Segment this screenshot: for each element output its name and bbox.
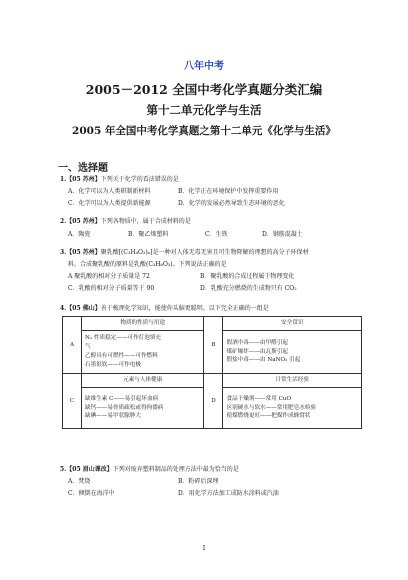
option-c-content (82, 388, 204, 429)
option-b-heading: 安全常识 (223, 317, 362, 331)
question-1-option-a: A．化学可以为人类研制新材料 (68, 188, 151, 195)
question-3-text-2: 料。合成聚乳酸的原料是乳酸(C₃H₆O₃)。下列说法正确的是 (68, 261, 227, 268)
option-b-letter: B (204, 317, 223, 374)
question-1-option-d: D．化学的发展必然导致生态环境的恶化 (178, 200, 285, 207)
question-3-option-d: D．乳酸充分燃烧的生成物只有 CO₂ (200, 285, 297, 292)
unit-title: 第十二单元化学与生活 (146, 103, 262, 117)
page-number: 1 (202, 545, 206, 552)
question-5-option-a: A．焚烧 (68, 478, 91, 485)
option-d-content (223, 388, 362, 429)
question-3-tag: 3.【05 苏州】 (60, 249, 101, 256)
question-2-stem (60, 218, 191, 226)
option-d-letter: D (204, 374, 223, 429)
option-b-line: 假盐中毒——由 NaNO₂ 引起 (226, 357, 301, 364)
question-2-option-b: B．聚乙烯塑料 (128, 231, 169, 238)
option-b-line: 煤矿爆炸——由瓦斯引起 (226, 348, 289, 355)
question-4-tag: 4.【05 佛山】 (60, 305, 101, 312)
option-c-line: 缺钙——易骨质疏松或得佝偻病 (85, 404, 164, 411)
question-3-option-c: C．乳酸的相对分子质量等于 90 (68, 285, 155, 292)
question-1-text: 下列关于化学的看法错误的是 (100, 176, 179, 183)
option-c-letter: C (63, 374, 82, 429)
question-2-option-a: A．陶瓷 (68, 231, 91, 238)
option-a-line: 气 (85, 344, 91, 351)
question-3-option-b: B．聚乳酸的合成过程属于物理变化 (200, 273, 295, 280)
option-d-line: 区别硬水与软水——常用肥皂水检验 (226, 404, 316, 411)
question-1-option-b: B．化学正在环境保护中发挥重要作用 (178, 188, 279, 195)
question-4-stem (60, 305, 269, 313)
question-5-tag: 5.【05 眉山课改】 (60, 466, 113, 473)
option-d-line: 食品干燥剂——常用 CuO (226, 395, 292, 402)
option-d-line: 使煤燃烧更旺——把煤作成蜂窝状 (226, 413, 311, 420)
question-4-text: 善于梳理化学知识，能使你头脑更聪明。以下完全正确的一组是 (100, 305, 269, 312)
question-1-option-c: C．化学可以为人类提供新能源 (68, 200, 151, 207)
option-b-content (223, 331, 362, 374)
question-3-stem (60, 249, 309, 257)
year-title: 2005 年全国中考化学真题之第十二单元《化学与生活》 (72, 125, 336, 137)
question-5-stem (60, 466, 239, 474)
question-5-option-c: C．倾倒在海洋中 (68, 490, 115, 497)
option-a-heading: 物质的性质与用途 (82, 317, 204, 331)
option-c-line: 缺碘——易甲状腺肿大 (85, 413, 141, 420)
question-3-option-a: A 聚乳酸的相对分子质量是 72 (68, 273, 150, 280)
option-b-line: 假酒中毒——由甲醛引起 (226, 339, 289, 346)
option-d-heading: 日常生活经验 (223, 374, 362, 388)
question-2-option-c: C．生铁 (205, 231, 228, 238)
question-2-text: 下列各物质中，属于合成材料的是 (100, 218, 191, 225)
option-a-line: N₂ 性质稳定——可作灯泡填充 (85, 335, 162, 342)
question-5-option-d: D．用化学方法加工成防水涂料或汽油 (178, 490, 279, 497)
question-2-option-d: D．钢筋混凝土 (262, 231, 303, 238)
option-c-heading: 元素与人体健康 (82, 374, 204, 388)
question-1-stem (60, 176, 179, 184)
document-title: 2005－2012 全国中考化学真题分类汇编 (85, 82, 323, 97)
question-5-text: 下列对废弃塑料制品的处理方法中最为恰当的是 (112, 466, 239, 473)
question-5-option-b: B．粉碎后深埋 (178, 478, 219, 485)
section-heading: 一、选择题 (58, 163, 108, 174)
question-3-text-1: 聚乳酸[(C₃H₄O₂)ₙ]是一种对人体无毒无害且可生物降解的理想的高分子环保材 (100, 249, 309, 256)
series-title: 八年中考 (184, 61, 224, 72)
option-a-line: 石墨很软——可作电极 (85, 361, 141, 368)
question-1-tag: 1.【05 苏州】 (60, 176, 101, 183)
option-a-letter: A (63, 317, 82, 374)
option-a-content (82, 331, 204, 374)
question-2-tag: 2.【05 苏州】 (60, 218, 101, 225)
option-a-line: 乙醇具有可燃性——可作燃料 (85, 353, 158, 359)
question-4-table (62, 316, 362, 429)
option-c-line: 缺维生素 C——易引起坏血病 (85, 395, 159, 402)
